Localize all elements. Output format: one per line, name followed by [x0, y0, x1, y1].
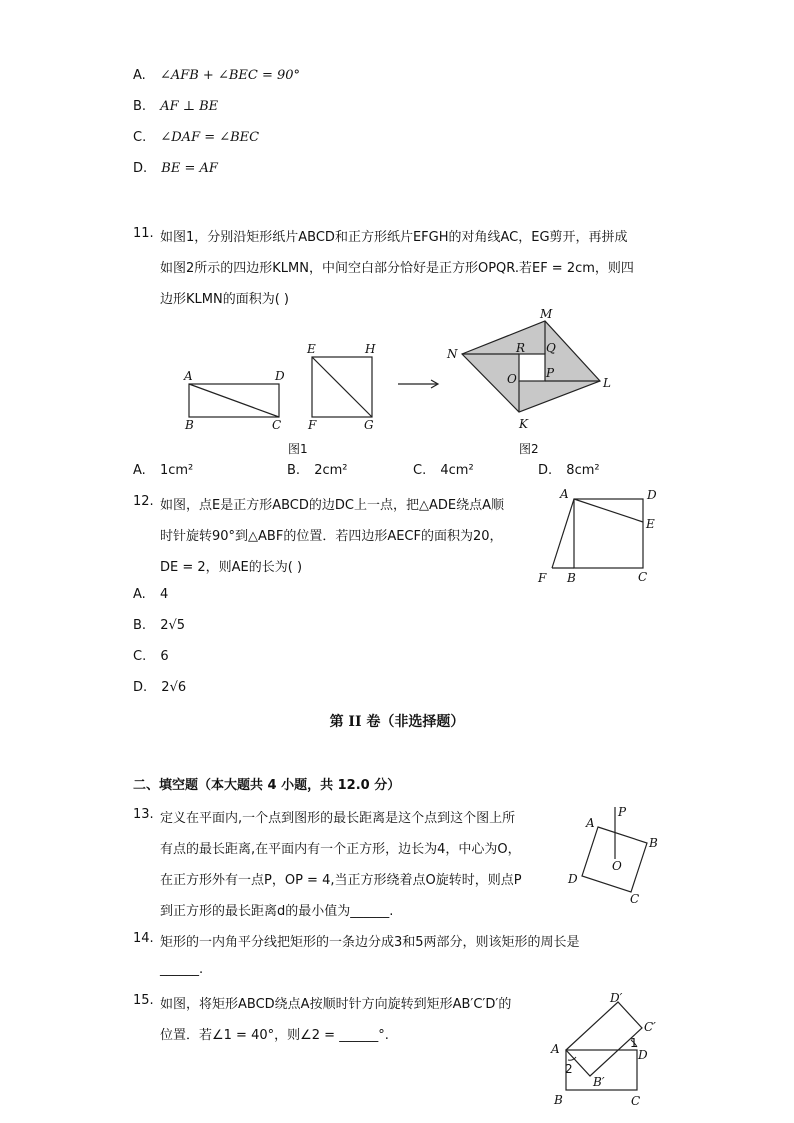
- question-line: 在正方形外有一点P，OP = 4,当正方形绕着点O旋转时，则点P: [160, 873, 522, 888]
- option-letter: B.: [287, 463, 301, 478]
- option-text: 2√6: [161, 680, 187, 695]
- q10-option-b[interactable]: [133, 99, 218, 114]
- label-a: A: [560, 487, 569, 501]
- option-letter: B.: [133, 618, 147, 633]
- label-r: R: [516, 341, 526, 355]
- label-d: D: [275, 369, 285, 383]
- option-letter: D.: [133, 680, 148, 695]
- q11-option-c[interactable]: [413, 463, 474, 478]
- label-b: B: [649, 836, 658, 850]
- question-number: 11.: [133, 226, 154, 241]
- section-heading: 二、填空题（本大题共 4 小题，共 12.0 分）: [133, 778, 401, 793]
- question-number: 14.: [133, 931, 154, 946]
- label-o: O: [612, 859, 622, 873]
- q12-option-d[interactable]: [133, 680, 186, 695]
- label-h: H: [365, 342, 376, 356]
- label-l: L: [603, 376, 611, 390]
- question-line: 如图1，分别沿矩形纸片ABCD和正方形纸片EFGH的对角线AC，EG剪开，再拼成: [160, 230, 628, 245]
- question-number: 15.: [133, 993, 154, 1008]
- option-letter: A.: [133, 463, 146, 478]
- label-o: O: [507, 372, 517, 386]
- label-c: C: [638, 570, 648, 584]
- label-q: Q: [546, 341, 556, 355]
- caption-figure-2: 图2: [519, 442, 539, 456]
- q10-option-a[interactable]: [133, 68, 300, 83]
- question-line: 矩形的一内角平分线把矩形的一条边分成3和5两部分，则该矩形的周长是: [160, 935, 580, 950]
- q11-figure: [175, 305, 625, 460]
- question-line: 有点的最长距离,在平面内有一个正方形，边长为4，中心为O，: [160, 842, 521, 857]
- q13-figure: [560, 797, 670, 907]
- q10-option-d[interactable]: [133, 161, 218, 176]
- q15-figure: [540, 985, 670, 1110]
- q12-option-c[interactable]: [133, 649, 169, 664]
- rectangle-abcd: [183, 369, 285, 432]
- question-line: 边形KLMN的面积为( ): [160, 292, 289, 307]
- option-text: BE = AF: [161, 161, 218, 176]
- option-letter: B.: [133, 99, 147, 114]
- label-d: D: [647, 488, 657, 502]
- label-c-prime: C′: [644, 1020, 656, 1034]
- option-letter: C.: [133, 649, 147, 664]
- q11-option-a[interactable]: [133, 463, 193, 478]
- q12-option-a[interactable]: [133, 587, 168, 602]
- option-letter: A.: [133, 68, 146, 83]
- label-c: C: [272, 418, 282, 432]
- label-a: A: [586, 816, 595, 830]
- label-d-prime: D′: [610, 991, 623, 1005]
- label-d: D: [568, 872, 578, 886]
- question-line: 到正方形的最长距离d的最小值为______.: [160, 904, 394, 919]
- arrow-right-icon: [398, 380, 438, 388]
- label-p: P: [618, 805, 627, 819]
- question-line: 位置．若∠1 = 40°，则∠2 = ______°.: [160, 1028, 389, 1043]
- question-line: ______.: [160, 962, 204, 977]
- label-g: G: [364, 418, 374, 432]
- option-text: ∠DAF = ∠BEC: [160, 130, 260, 145]
- label-b: B: [185, 418, 194, 432]
- question-line: 定义在平面内,一个点到图形的最长距离是这个点到这个图上所: [160, 811, 516, 826]
- quadrilateral-klmn: [446, 307, 611, 456]
- option-letter: D.: [538, 463, 553, 478]
- label-n: N: [447, 347, 458, 361]
- label-a: A: [184, 369, 193, 383]
- option-text: 4: [159, 587, 169, 602]
- option-text: 2√5: [160, 618, 186, 633]
- label-f: F: [538, 571, 547, 585]
- option-letter: C.: [413, 463, 427, 478]
- label-angle-2: 2: [565, 1062, 573, 1076]
- option-text: 2cm²: [314, 463, 348, 478]
- option-letter: A.: [133, 587, 146, 602]
- option-letter: D.: [133, 161, 148, 176]
- q12-figure: [530, 485, 670, 590]
- label-e: E: [307, 342, 316, 356]
- label-k: K: [519, 417, 528, 431]
- option-text: 6: [160, 649, 169, 664]
- q11-option-b[interactable]: [287, 463, 348, 478]
- q10-option-c[interactable]: [133, 130, 259, 145]
- option-text: 8cm²: [566, 463, 600, 478]
- square-efgh: [288, 342, 376, 456]
- label-c: C: [630, 892, 640, 906]
- question-line: 如图，点E是正方形ABCD的边DC上一点，把△ADE绕点A顺: [160, 498, 504, 513]
- option-text: 1cm²: [159, 463, 194, 478]
- option-text: 4cm²: [440, 463, 474, 478]
- question-number: 13.: [133, 807, 154, 822]
- label-f: F: [308, 418, 317, 432]
- question-number: 12.: [133, 494, 154, 509]
- option-letter: C.: [133, 130, 147, 145]
- q12-option-b[interactable]: [133, 618, 185, 633]
- label-p: P: [546, 366, 555, 380]
- caption-figure-1: 图1: [288, 442, 308, 456]
- label-b-prime: B′: [593, 1075, 605, 1089]
- label-a: A: [551, 1042, 560, 1056]
- label-d: D: [638, 1048, 648, 1062]
- question-line: 时针旋转90°到△ABF的位置．若四边形AECF的面积为20，: [160, 529, 503, 544]
- label-m: M: [540, 307, 553, 321]
- option-text: AF ⊥ BE: [160, 99, 219, 114]
- label-b: B: [567, 571, 576, 585]
- option-text: ∠AFB + ∠BEC = 90°: [159, 68, 301, 83]
- question-line: DE = 2，则AE的长为( ): [160, 560, 303, 575]
- question-line: 如图2所示的四边形KLMN，中间空白部分恰好是正方形OPQR.若EF = 2cm，则四: [160, 261, 634, 276]
- label-b: B: [554, 1093, 563, 1107]
- label-e: E: [646, 517, 655, 531]
- label-c: C: [631, 1094, 641, 1108]
- part-title: 第 II 卷（非选择题）: [329, 714, 465, 730]
- question-line: 如图，将矩形ABCD绕点A按顺时针方向旋转到矩形AB′C′D′的: [160, 997, 512, 1012]
- label-angle-1: 1: [630, 1036, 638, 1050]
- q11-option-d[interactable]: [538, 463, 600, 478]
